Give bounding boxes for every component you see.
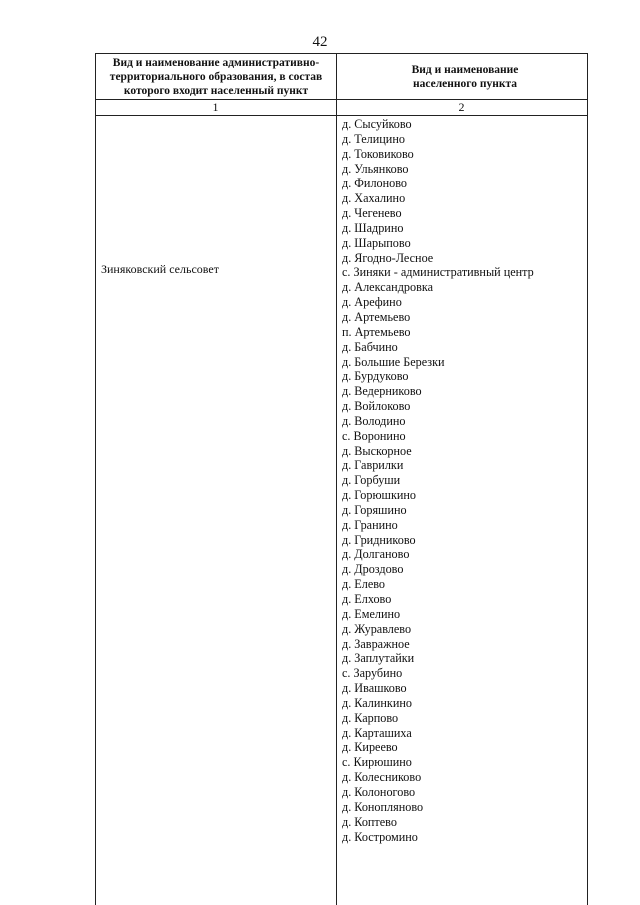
settlement-item: д. Гридниково: [342, 532, 416, 547]
settlement-item: с. Кирюшино: [342, 755, 412, 770]
settlement-item: д. Ивашково: [342, 681, 407, 696]
settlement-item: д. Долганово: [342, 547, 410, 562]
settlement-item: д. Сысуйково: [342, 117, 412, 131]
column-number-2: 2: [458, 100, 465, 114]
municipality-name: Зиняковский сельсовет: [101, 262, 219, 276]
settlements-table: [95, 53, 588, 905]
settlement-item: д. Журавлево: [342, 621, 412, 636]
settlement-item: д. Горяшино: [342, 502, 407, 517]
settlement-item: д. Александровка: [342, 280, 433, 295]
settlement-item: с. Воронино: [342, 428, 406, 443]
settlement-item: с. Зиняки - административный центр: [342, 265, 534, 280]
settlement-item: д. Заплутайки: [342, 651, 415, 666]
settlement-item: п. Артемьево: [342, 324, 411, 339]
header-col2: Вид и наименование населенного пункта: [411, 64, 519, 90]
settlement-item: д. Карташиха: [342, 725, 412, 740]
settlement-item: д. Горбуши: [342, 473, 401, 488]
settlement-item: д. Горюшкино: [342, 488, 417, 503]
settlement-item: д. Большие Березки: [342, 354, 445, 369]
settlement-item: д. Ягодно-Лесное: [342, 250, 434, 265]
settlement-item: д. Филоново: [342, 176, 408, 191]
settlement-item: д. Шарыпово: [342, 235, 411, 250]
settlement-item: д. Ульянково: [342, 161, 409, 176]
table-border-top: [95, 53, 588, 54]
settlement-item: д. Костромино: [342, 829, 418, 844]
settlement-item: д. Бурдуково: [342, 369, 409, 384]
settlement-item: с. Зарубино: [342, 666, 403, 681]
settlement-item: д. Емелино: [342, 606, 401, 621]
settlement-item: д. Коптево: [342, 814, 397, 829]
settlement-item: д. Токовиково: [342, 146, 414, 161]
settlement-list: [342, 117, 534, 844]
settlement-item: д. Шадрино: [342, 220, 404, 235]
settlement-item: д. Хахалино: [342, 191, 406, 206]
settlement-item: д. Володино: [342, 413, 406, 428]
table-border-right: [587, 53, 588, 905]
table-border-left: [95, 53, 96, 905]
settlement-item: д. Дроздово: [342, 562, 404, 577]
settlement-item: д. Гаврилки: [342, 458, 404, 473]
settlement-item: д. Выскорное: [342, 443, 412, 458]
settlement-item: д. Арефино: [342, 295, 402, 310]
settlement-item: д. Завражное: [342, 636, 410, 651]
page-number: 42: [312, 34, 328, 50]
column-number-1: 1: [212, 100, 219, 114]
settlement-item: д. Елево: [342, 577, 385, 592]
settlement-item: д. Ведерниково: [342, 384, 422, 399]
settlement-item: д. Телицино: [342, 131, 405, 146]
settlement-item: д. Бабчино: [342, 339, 398, 354]
settlement-item: д. Колесниково: [342, 770, 422, 785]
settlement-item: д. Карпово: [342, 710, 399, 725]
settlement-item: д. Елхово: [342, 592, 392, 606]
settlement-item: д. Киреево: [342, 740, 398, 755]
settlement-item: д. Коноплянoво: [342, 799, 424, 814]
column-numbers-divider: [95, 115, 588, 116]
table-column-divider: [336, 53, 337, 905]
settlement-item: д. Войлоково: [342, 399, 411, 414]
header-col1: Вид и наименование административно-территориального образования, в состав которого входит населенный пункт: [109, 57, 323, 97]
settlement-item: д. Гранино: [342, 517, 398, 532]
settlement-item: д. Калинкино: [342, 695, 412, 710]
settlement-item: д. Чегенево: [342, 206, 402, 221]
settlement-item: д. Колоногово: [342, 784, 416, 799]
settlement-item: д. Артемьево: [342, 309, 411, 324]
